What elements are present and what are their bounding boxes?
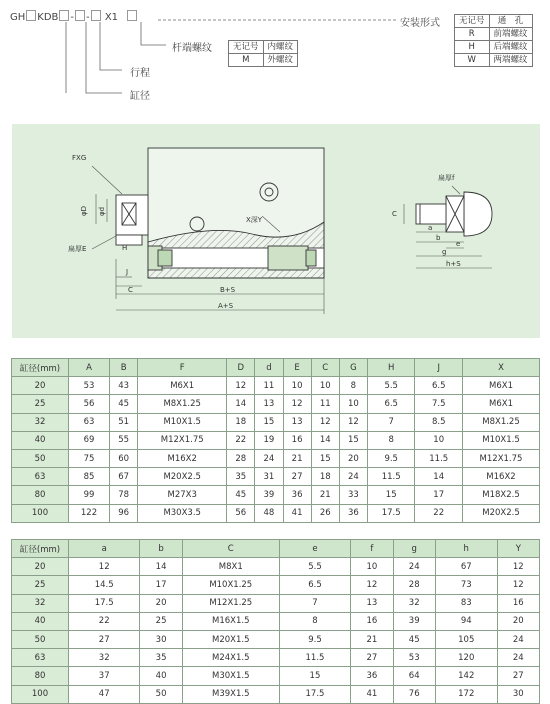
table-row (12, 576, 540, 594)
table-cell: 24 (497, 630, 539, 648)
table-cell: 25 (140, 612, 182, 630)
table-cell: M20X2.5 (138, 468, 227, 486)
bore-size-cell: 63 (12, 468, 69, 486)
piston-pad (268, 246, 308, 270)
bore-size-cell: 20 (12, 377, 69, 395)
header-cell: 缸径(mm) (12, 540, 69, 558)
table-cell: 24 (339, 468, 367, 486)
table-cell: 22 (69, 612, 140, 630)
table-row (12, 630, 540, 648)
drawing-label: H (122, 244, 128, 252)
rod-shaft (116, 235, 142, 245)
table-cell: 33 (339, 486, 367, 504)
table-cell: 12 (351, 576, 393, 594)
table-cell: 17.5 (279, 685, 350, 703)
bore-size-cell: 100 (12, 685, 69, 703)
bore-size-cell: 32 (12, 413, 69, 431)
table-cell: 105 (435, 630, 497, 648)
table-cell: 12 (339, 413, 367, 431)
header-cell: 缸径(mm) (12, 359, 69, 377)
opt-cell: 后端螺纹 (489, 41, 532, 54)
header-cell: X (463, 359, 540, 377)
code-dash: - (70, 12, 75, 23)
header-cell: d (255, 359, 283, 377)
code-x1: X1 (104, 12, 119, 23)
table-cell: 76 (393, 685, 435, 703)
drawing-label: h+S (446, 260, 461, 268)
table-cell: 50 (140, 685, 182, 703)
table-row (12, 486, 540, 504)
table-cell: 15 (367, 486, 414, 504)
table-cell: 21 (311, 486, 339, 504)
opt-cell: M (229, 54, 264, 67)
table-row (12, 413, 540, 431)
table-cell: 10 (339, 395, 367, 413)
table-cell: 39 (255, 486, 283, 504)
table-row (12, 449, 540, 467)
piston-pad (158, 250, 172, 266)
table-cell: M12X1.75 (138, 431, 227, 449)
header-cell: J (415, 359, 463, 377)
table-cell: 11.5 (279, 649, 350, 667)
table-cell: 28 (227, 449, 255, 467)
table-cell: 55 (110, 431, 138, 449)
table-cell: 10 (311, 377, 339, 395)
table-cell: M6X1 (463, 377, 540, 395)
table-cell: 40 (140, 667, 182, 685)
table-cell: 48 (255, 504, 283, 522)
table-cell: M10X1.5 (463, 431, 540, 449)
table-cell: M16X1.5 (182, 612, 279, 630)
table-cell: 94 (435, 612, 497, 630)
table-cell: 22 (227, 431, 255, 449)
drawing-label: φD (80, 205, 88, 216)
table-cell: M30X3.5 (138, 504, 227, 522)
table-cell: M6X1 (138, 377, 227, 395)
table-row (12, 431, 540, 449)
table-cell: M24X1.5 (182, 649, 279, 667)
table-row (12, 395, 540, 413)
table-cell: 27 (497, 667, 539, 685)
code-dash: - (86, 12, 90, 23)
table-cell: 21 (351, 630, 393, 648)
table-cell: 5.5 (367, 377, 414, 395)
table-cell: 17.5 (367, 504, 414, 522)
bore-size-cell: 20 (12, 558, 69, 576)
header-cell: G (339, 359, 367, 377)
bore-size-cell: 25 (12, 395, 69, 413)
table-cell: 85 (69, 468, 110, 486)
table-cell: 47 (69, 685, 140, 703)
table-cell: 9.5 (367, 449, 414, 467)
table-cell: 24 (497, 649, 539, 667)
table-cell: 67 (435, 558, 497, 576)
table-cell: 96 (110, 504, 138, 522)
mounting-table (454, 14, 533, 67)
table-cell: 6.5 (415, 377, 463, 395)
table-cell: 41 (351, 685, 393, 703)
table-cell: 35 (140, 649, 182, 667)
table-row (12, 594, 540, 612)
header-cell: Y (497, 540, 539, 558)
table-cell: 15 (311, 449, 339, 467)
table-cell: 21 (283, 449, 311, 467)
table-cell: 12 (283, 395, 311, 413)
table-cell: 142 (435, 667, 497, 685)
opt-cell: 无记号 (455, 15, 490, 28)
bore-size-cell: 80 (12, 667, 69, 685)
table-cell: M20X1.5 (182, 630, 279, 648)
table-row (12, 649, 540, 667)
table-cell: M8X1.25 (138, 395, 227, 413)
mounting-label: 安装形式 (400, 18, 440, 29)
table-cell: 27 (69, 630, 140, 648)
table-cell: 120 (435, 649, 497, 667)
table-cell: M30X1.5 (182, 667, 279, 685)
table-cell: 24 (393, 558, 435, 576)
table-cell: 13 (351, 594, 393, 612)
table-cell: 14 (415, 468, 463, 486)
end-cap (464, 192, 492, 236)
table-cell: 32 (69, 649, 140, 667)
opt-cell: 通 孔 (489, 15, 532, 28)
bore-size-cell: 100 (12, 504, 69, 522)
table-cell: 35 (227, 468, 255, 486)
table-row (12, 685, 540, 703)
table-row (12, 612, 540, 630)
bore-size-cell: 40 (12, 431, 69, 449)
table-cell: 12 (497, 558, 539, 576)
table-cell: 53 (69, 377, 110, 395)
table-cell: 14 (311, 431, 339, 449)
table-cell: 18 (311, 468, 339, 486)
table-cell: 17 (415, 486, 463, 504)
table-cell: 11 (255, 377, 283, 395)
table-cell: 30 (497, 685, 539, 703)
table-cell: 15 (279, 667, 350, 685)
table-cell: 14 (140, 558, 182, 576)
cylinder-drawing (12, 124, 540, 338)
table-cell: 13 (255, 395, 283, 413)
drawing-label: b (436, 234, 441, 242)
table-cell: 26 (311, 504, 339, 522)
table-cell: 7.5 (415, 395, 463, 413)
table-cell: 15 (255, 413, 283, 431)
dimension-table-2 (11, 539, 540, 704)
table-cell: 15 (339, 431, 367, 449)
table-cell: 27 (351, 649, 393, 667)
table-cell: 45 (227, 486, 255, 504)
table-cell: 8 (339, 377, 367, 395)
table-cell: 73 (435, 576, 497, 594)
table-cell: 5.5 (279, 558, 350, 576)
table-cell: M18X2.5 (463, 486, 540, 504)
table-cell: 16 (351, 612, 393, 630)
table-cell: M16X2 (138, 449, 227, 467)
table-cell: 6.5 (279, 576, 350, 594)
table-cell: 16 (283, 431, 311, 449)
header-cell: e (279, 540, 350, 558)
table-header-row (12, 359, 540, 377)
table-cell: 20 (339, 449, 367, 467)
table-cell: M8X1 (182, 558, 279, 576)
header-cell: A (69, 359, 110, 377)
table-cell: 19 (255, 431, 283, 449)
bore-size-cell: 80 (12, 486, 69, 504)
table-cell: 20 (140, 594, 182, 612)
table-cell: 56 (227, 504, 255, 522)
bore-size-cell: 25 (12, 576, 69, 594)
bore-size-cell: 40 (12, 612, 69, 630)
bore-size-cell: 63 (12, 649, 69, 667)
table-header-row (12, 540, 540, 558)
drawing-label: g (442, 248, 447, 256)
code-prefix: GH (10, 12, 26, 23)
table-cell: M8X1.25 (463, 413, 540, 431)
table-cell: 63 (69, 413, 110, 431)
table-cell: 12 (311, 413, 339, 431)
table-cell: 8.5 (415, 413, 463, 431)
table-cell: 43 (110, 377, 138, 395)
table-cell: 7 (279, 594, 350, 612)
bore-size-cell: 32 (12, 594, 69, 612)
table-cell: 11 (311, 395, 339, 413)
drawing-label: a (428, 224, 433, 232)
table-cell: 32 (393, 594, 435, 612)
table-cell: 14 (227, 395, 255, 413)
table-row (12, 667, 540, 685)
table-cell: M6X1 (463, 395, 540, 413)
table-row (12, 504, 540, 522)
drawing-label: C (128, 286, 133, 294)
drawing-label: X深Y (246, 216, 263, 224)
table-cell: M16X2 (463, 468, 540, 486)
opt-cell: 前端螺纹 (489, 28, 532, 41)
table-cell: 6.5 (367, 395, 414, 413)
table-cell: 41 (283, 504, 311, 522)
table-cell: 37 (69, 667, 140, 685)
drawing-label: 扁厚f (438, 174, 455, 182)
drawing-label: 扁厚E (68, 245, 87, 253)
table-cell: 83 (435, 594, 497, 612)
table-cell: M12X1.25 (182, 594, 279, 612)
header-cell: F (138, 359, 227, 377)
table-cell: 27 (283, 468, 311, 486)
table-cell: 18 (227, 413, 255, 431)
table-cell: 172 (435, 685, 497, 703)
drawing-label: C (392, 210, 397, 218)
header-cell: B (110, 359, 138, 377)
table-cell: 11.5 (367, 468, 414, 486)
table-cell: 60 (110, 449, 138, 467)
table-cell: 10 (351, 558, 393, 576)
table-cell: 11.5 (415, 449, 463, 467)
table-cell: 122 (69, 504, 110, 522)
opt-cell: H (455, 41, 490, 54)
drawing-label: J (126, 268, 129, 276)
header-cell: D (227, 359, 255, 377)
drawing-label: FXG (72, 154, 87, 162)
table-row (12, 468, 540, 486)
opt-cell: W (455, 54, 490, 67)
header-cell: C (311, 359, 339, 377)
table-cell: 45 (393, 630, 435, 648)
rod-thread-table (228, 40, 298, 67)
table-cell: 36 (339, 504, 367, 522)
header-cell: b (140, 540, 182, 558)
table-cell: 56 (69, 395, 110, 413)
bore-label: 缸径 (130, 91, 150, 102)
table-cell: M12X1.75 (463, 449, 540, 467)
drawing-label: e (456, 240, 461, 248)
table-cell: 14.5 (69, 576, 140, 594)
table-cell: 39 (393, 612, 435, 630)
table-cell: 12 (497, 576, 539, 594)
table-cell: 24 (255, 449, 283, 467)
table-cell: 31 (255, 468, 283, 486)
table-cell: M39X1.5 (182, 685, 279, 703)
table-cell: 28 (393, 576, 435, 594)
table-cell: 69 (69, 431, 110, 449)
opt-cell: R (455, 28, 490, 41)
table-cell: 30 (140, 630, 182, 648)
table-cell: 64 (393, 667, 435, 685)
table-cell: 8 (367, 431, 414, 449)
drawing-svg (12, 124, 540, 338)
table-cell: 22 (415, 504, 463, 522)
table-cell: M20X2.5 (463, 504, 540, 522)
table-cell: 67 (110, 468, 138, 486)
table-cell: 12 (69, 558, 140, 576)
table-cell: 10 (415, 431, 463, 449)
header-cell: h (435, 540, 497, 558)
header-cell: C (182, 540, 279, 558)
table-cell: 9.5 (279, 630, 350, 648)
header-cell: f (351, 540, 393, 558)
table-cell: M10X1.5 (138, 413, 227, 431)
table-row (12, 377, 540, 395)
opt-cell: 无记号 (229, 41, 264, 54)
table-cell: 78 (110, 486, 138, 504)
bore-size-cell: 50 (12, 630, 69, 648)
opt-cell: 外螺纹 (263, 54, 298, 67)
piston-pad (306, 250, 316, 266)
opt-cell: 内螺纹 (263, 41, 298, 54)
header-cell: H (367, 359, 414, 377)
table-cell: 17.5 (69, 594, 140, 612)
header-cell: a (69, 540, 140, 558)
table-cell: 13 (283, 413, 311, 431)
end-thread (416, 204, 446, 224)
header-cell: E (283, 359, 311, 377)
drawing-label: A+S (218, 302, 234, 310)
table-cell: 51 (110, 413, 138, 431)
table-cell: 36 (283, 486, 311, 504)
table-cell: 53 (393, 649, 435, 667)
table-cell: 8 (279, 612, 350, 630)
table-cell: 75 (69, 449, 110, 467)
table-cell: 7 (367, 413, 414, 431)
dimension-table-1 (11, 358, 540, 523)
bore-size-cell: 50 (12, 449, 69, 467)
table-cell: M10X1.25 (182, 576, 279, 594)
table-cell: 10 (283, 377, 311, 395)
header-cell: g (393, 540, 435, 558)
table-cell: 12 (227, 377, 255, 395)
rod-thread-label: 杆端螺纹 (172, 43, 212, 54)
stroke-label: 行程 (130, 68, 150, 79)
table-cell: 20 (497, 612, 539, 630)
table-cell: 36 (351, 667, 393, 685)
table-cell: 16 (497, 594, 539, 612)
table-row (12, 558, 540, 576)
drawing-label: φd (98, 206, 106, 216)
table-cell: 99 (69, 486, 110, 504)
code-series: KDB (37, 12, 59, 23)
opt-cell: 两端螺纹 (489, 54, 532, 67)
table-cell: 45 (110, 395, 138, 413)
drawing-label: B+S (220, 286, 236, 294)
table-cell: 17 (140, 576, 182, 594)
table-cell: M27X3 (138, 486, 227, 504)
